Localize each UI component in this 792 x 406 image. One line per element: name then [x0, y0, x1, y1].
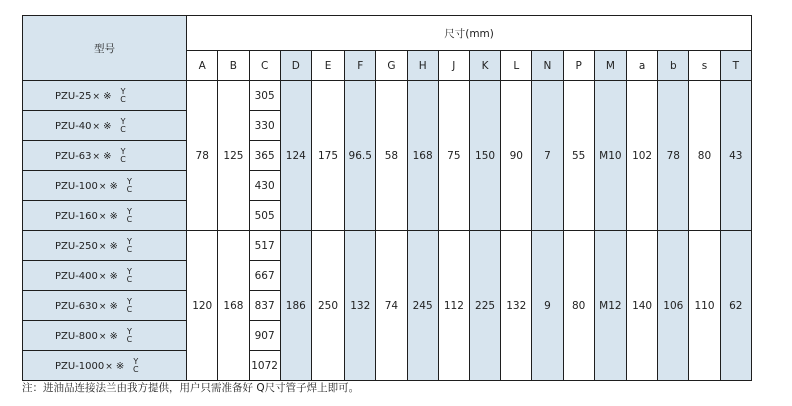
cell-a: 102 [626, 81, 657, 231]
model-cell [23, 321, 187, 351]
model-name: PZU-63 [55, 150, 92, 162]
column-header-M: M [594, 51, 626, 81]
model-cell [23, 351, 187, 381]
placeholder-symbol: ※ [103, 150, 112, 162]
placeholder-symbol: ※ [109, 240, 118, 252]
column-header-H: H [407, 51, 438, 81]
cell-E: 250 [311, 231, 344, 381]
cell-N: 9 [532, 231, 563, 381]
model-name: PZU-250 [55, 240, 98, 252]
variant-bottom: C [120, 94, 126, 104]
column-header-s: s [689, 51, 720, 81]
variant-top: Y [127, 236, 132, 246]
model-name: PZU-40 [55, 120, 92, 132]
cell-K: 225 [469, 231, 500, 381]
model-cell [23, 201, 187, 231]
model-name: PZU-630 [55, 300, 98, 312]
column-header-J: J [438, 51, 469, 81]
variant-marker [124, 178, 134, 194]
column-header-N: N [532, 51, 563, 81]
model-cell [23, 231, 187, 261]
column-header-a: a [626, 51, 657, 81]
cell-F: 96.5 [345, 81, 376, 231]
cell-G: 58 [376, 81, 407, 231]
cell-L: 132 [501, 231, 532, 381]
cell-C: 517 [249, 231, 280, 261]
cell-s: 80 [689, 81, 720, 231]
variant-bottom: C [126, 334, 133, 344]
times-sign: × [98, 211, 107, 222]
times-sign: × [98, 301, 107, 312]
footnote: 注：进油品连接法兰由我方提供，用户只需准备好 Q尺寸管子焊上即可。 [22, 382, 360, 394]
variant-top: Y [127, 176, 132, 186]
variant-top: Y [133, 356, 139, 366]
cell-N: 7 [532, 81, 563, 231]
placeholder-symbol: ※ [109, 180, 118, 192]
cell-C: 330 [249, 111, 280, 141]
cell-D: 186 [280, 231, 311, 381]
column-header-P: P [563, 51, 594, 81]
times-sign: × [92, 91, 101, 102]
column-header-b: b [658, 51, 689, 81]
times-sign: × [98, 331, 107, 342]
cell-C: 305 [249, 81, 280, 111]
model-name: PZU-100 [55, 180, 98, 192]
cell-J: 112 [438, 231, 469, 381]
variant-bottom: C [126, 304, 133, 314]
column-header-A: A [187, 51, 218, 81]
model-cell [23, 81, 187, 111]
cell-b: 106 [658, 231, 689, 381]
variant-top: Y [127, 266, 132, 276]
model-cell [23, 261, 187, 291]
variant-bottom: C [126, 274, 133, 284]
model-header: 型号 [23, 16, 187, 81]
cell-C: 365 [249, 141, 280, 171]
cell-H: 245 [407, 231, 438, 381]
times-sign: × [92, 151, 101, 162]
variant-bottom: C [126, 184, 133, 194]
placeholder-symbol: ※ [103, 120, 112, 132]
cell-J: 75 [438, 81, 469, 231]
variant-marker [118, 148, 128, 164]
variant-marker [118, 118, 128, 134]
table-row [23, 231, 752, 261]
cell-B: 168 [218, 231, 249, 381]
cell-T: 43 [720, 81, 751, 231]
cell-P: 80 [563, 231, 594, 381]
model-cell [23, 141, 187, 171]
variant-bottom: C [126, 244, 133, 254]
times-sign: × [98, 181, 107, 192]
variant-marker [124, 328, 134, 344]
times-sign: × [92, 121, 101, 132]
model-name: PZU-25 [55, 90, 92, 102]
cell-P: 55 [563, 81, 594, 231]
cell-B: 125 [218, 81, 249, 231]
placeholder-symbol: ※ [109, 210, 118, 222]
model-cell [23, 111, 187, 141]
model-name: PZU-400 [55, 270, 98, 282]
variant-top: Y [127, 326, 132, 336]
cell-C: 505 [249, 201, 280, 231]
cell-D: 124 [280, 81, 311, 231]
variant-bottom: C [133, 364, 139, 374]
model-name: PZU-160 [55, 210, 98, 222]
cell-b: 78 [658, 81, 689, 231]
variant-top: Y [127, 206, 132, 216]
placeholder-symbol: ※ [109, 300, 118, 312]
variant-marker [131, 358, 141, 374]
dimension-header: 尺寸(mm) [187, 16, 752, 51]
variant-top: Y [127, 296, 132, 306]
times-sign: × [105, 361, 113, 372]
model-name: PZU-800 [55, 330, 98, 342]
model-name: PZU-1000 [55, 360, 105, 372]
times-sign: × [98, 271, 107, 282]
cell-H: 168 [407, 81, 438, 231]
variant-marker [124, 298, 134, 314]
column-header-D: D [280, 51, 311, 81]
variant-marker [118, 88, 128, 104]
column-header-E: E [311, 51, 344, 81]
cell-C: 667 [249, 261, 280, 291]
variant-top: Y [120, 146, 126, 156]
cell-L: 90 [501, 81, 532, 231]
variant-marker [124, 268, 134, 284]
cell-s: 110 [689, 231, 720, 381]
variant-marker [124, 238, 134, 254]
times-sign: × [98, 241, 107, 252]
column-header-B: B [218, 51, 249, 81]
cell-C: 1072 [249, 351, 280, 381]
variant-bottom: C [126, 214, 133, 224]
column-header-T: T [720, 51, 751, 81]
column-header-C: C [249, 51, 280, 81]
cell-F: 132 [345, 231, 376, 381]
cell-A: 78 [187, 81, 218, 231]
variant-bottom: C [120, 154, 126, 164]
variant-marker [124, 208, 134, 224]
placeholder-symbol: ※ [103, 90, 112, 102]
cell-M: M10 [594, 81, 626, 231]
column-header-L: L [501, 51, 532, 81]
cell-E: 175 [311, 81, 344, 231]
cell-A: 120 [187, 231, 218, 381]
variant-top: Y [120, 86, 126, 96]
placeholder-symbol: ※ [109, 270, 118, 282]
column-header-F: F [345, 51, 376, 81]
column-header-K: K [469, 51, 500, 81]
placeholder-symbol: ※ [109, 330, 118, 342]
model-cell [23, 171, 187, 201]
cell-T: 62 [720, 231, 751, 381]
cell-G: 74 [376, 231, 407, 381]
model-cell [23, 291, 187, 321]
variant-bottom: C [120, 124, 126, 134]
table-row [23, 81, 752, 111]
cell-a: 140 [626, 231, 657, 381]
spec-table [22, 15, 752, 381]
placeholder-symbol: ※ [115, 360, 125, 372]
column-header-G: G [376, 51, 407, 81]
cell-C: 837 [249, 291, 280, 321]
cell-M: M12 [594, 231, 626, 381]
variant-top: Y [120, 116, 126, 126]
cell-C: 430 [249, 171, 280, 201]
cell-K: 150 [469, 81, 500, 231]
cell-C: 907 [249, 321, 280, 351]
